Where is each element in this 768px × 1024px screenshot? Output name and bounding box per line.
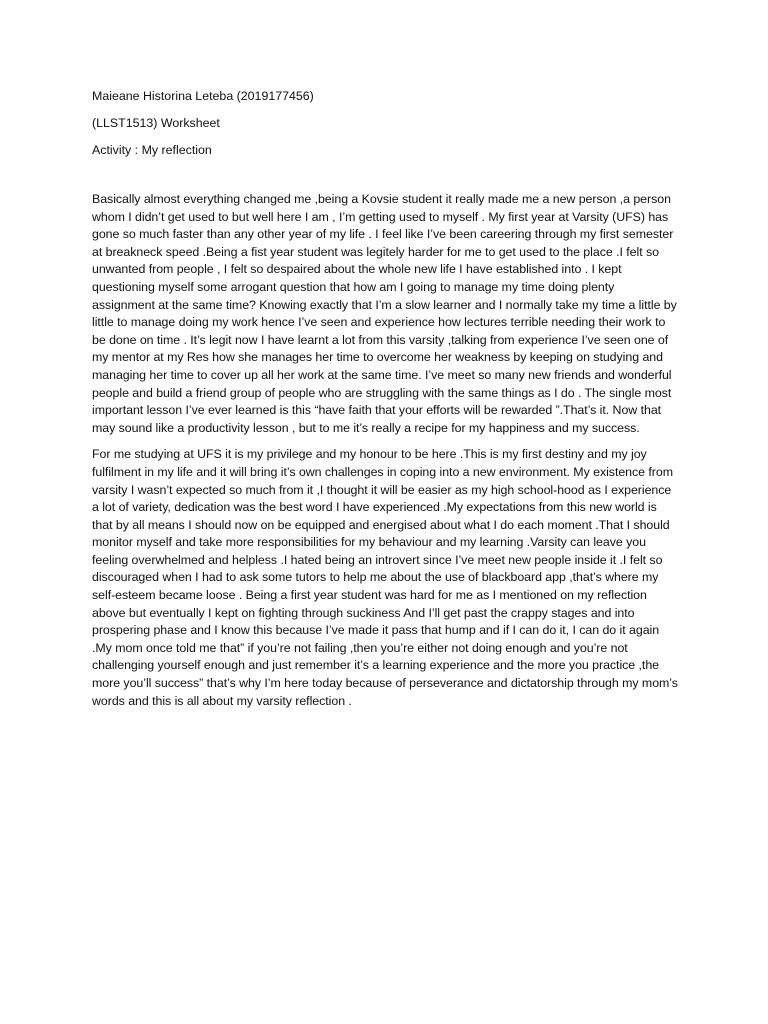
header-spacer — [92, 169, 678, 191]
document-body — [92, 88, 678, 719]
author-line: Maieane Historina Leteba (2019177456) — [92, 89, 314, 103]
paragraph-1: Basically almost everything changed me ,being a Kovsie student it really made me a new person ,a person whom I didn’t get used to but well here I am , I’m getting used to myself . My first year at Varsity (UFS) has gone so much faster than any other year of my life . I feel like I’ve been careering through my first semester at breakneck speed .Being a fist year student was legitely harder for me to get used to the place .I felt so unwanted from people , I felt so despaired about the whole new life I have established into . I kept questioning myself some arrogant question that how am I going to manage my time doing plenty assignment at the same time? Knowing exactly that I’m a slow learner and I normally take my time a little by little to manage doing my work hence I’ve seen and experience how lectures terrible needing their work to be done on time . It’s legit now I have learnt a lot from this varsity ,talking from experience I’ve seen one of my mentor at my Res how she manages her time to overcome her weakness by keeping on studying and managing her time to cover up all her work at the same time. I’ve meet so many new friends and wonderful people and build a friend group of people who are struggling with the same things as I do . The single most important lesson I’ve ever learned is this “have faith that your efforts will be rewarded ”.That’s it. Now that may sound like a productivity lesson , but to me it’s really a recipe for my happiness and my success. — [92, 192, 677, 435]
activity-title: Activity : My reflection — [92, 143, 212, 157]
course-line: (LLST1513) Worksheet — [92, 116, 220, 130]
paragraph-2: For me studying at UFS it is my privilege and my honour to be here .This is my first destiny and my joy fulfilment in my life and it will bring it’s own challenges in coping into a new environment. My existence from varsity I wasn’t expected so much from it ,I thought it will be easier as my high school-hood as I experience a lot of variety, dedication was the best word I have experienced .My expectations from this new world is that by all means I should now on be equipped and energised about what I do each moment .That I should monitor myself and take more responsibilities for my behaviour and my learning .Varsity can leave you feeling overwhelmed and helpless .I hated being an introvert since I’ve meet new people inside it .I felt so discouraged when I had to ask some tutors to help me about the use of blackboard app ,that’s where my self-esteem became loose . Being a first year student was hard for me as I mentioned on my reflection above but eventually I kept on fighting through suckiness And I’ll get past the crappy stages and into prospering phase and I know this because I’ve made it pass that hump and if I can do it, I can do it again .My mom once told me that” if you’re not failing ,then you’re either not doing enough and you’re not challenging yourself enough and just remember it’s a learning experience and the more you practice ,the more you’ll success” that’s why I’m here today because of perseverance and dictatorship through my mom’s words and this is all about my varsity reflection . — [92, 447, 678, 708]
